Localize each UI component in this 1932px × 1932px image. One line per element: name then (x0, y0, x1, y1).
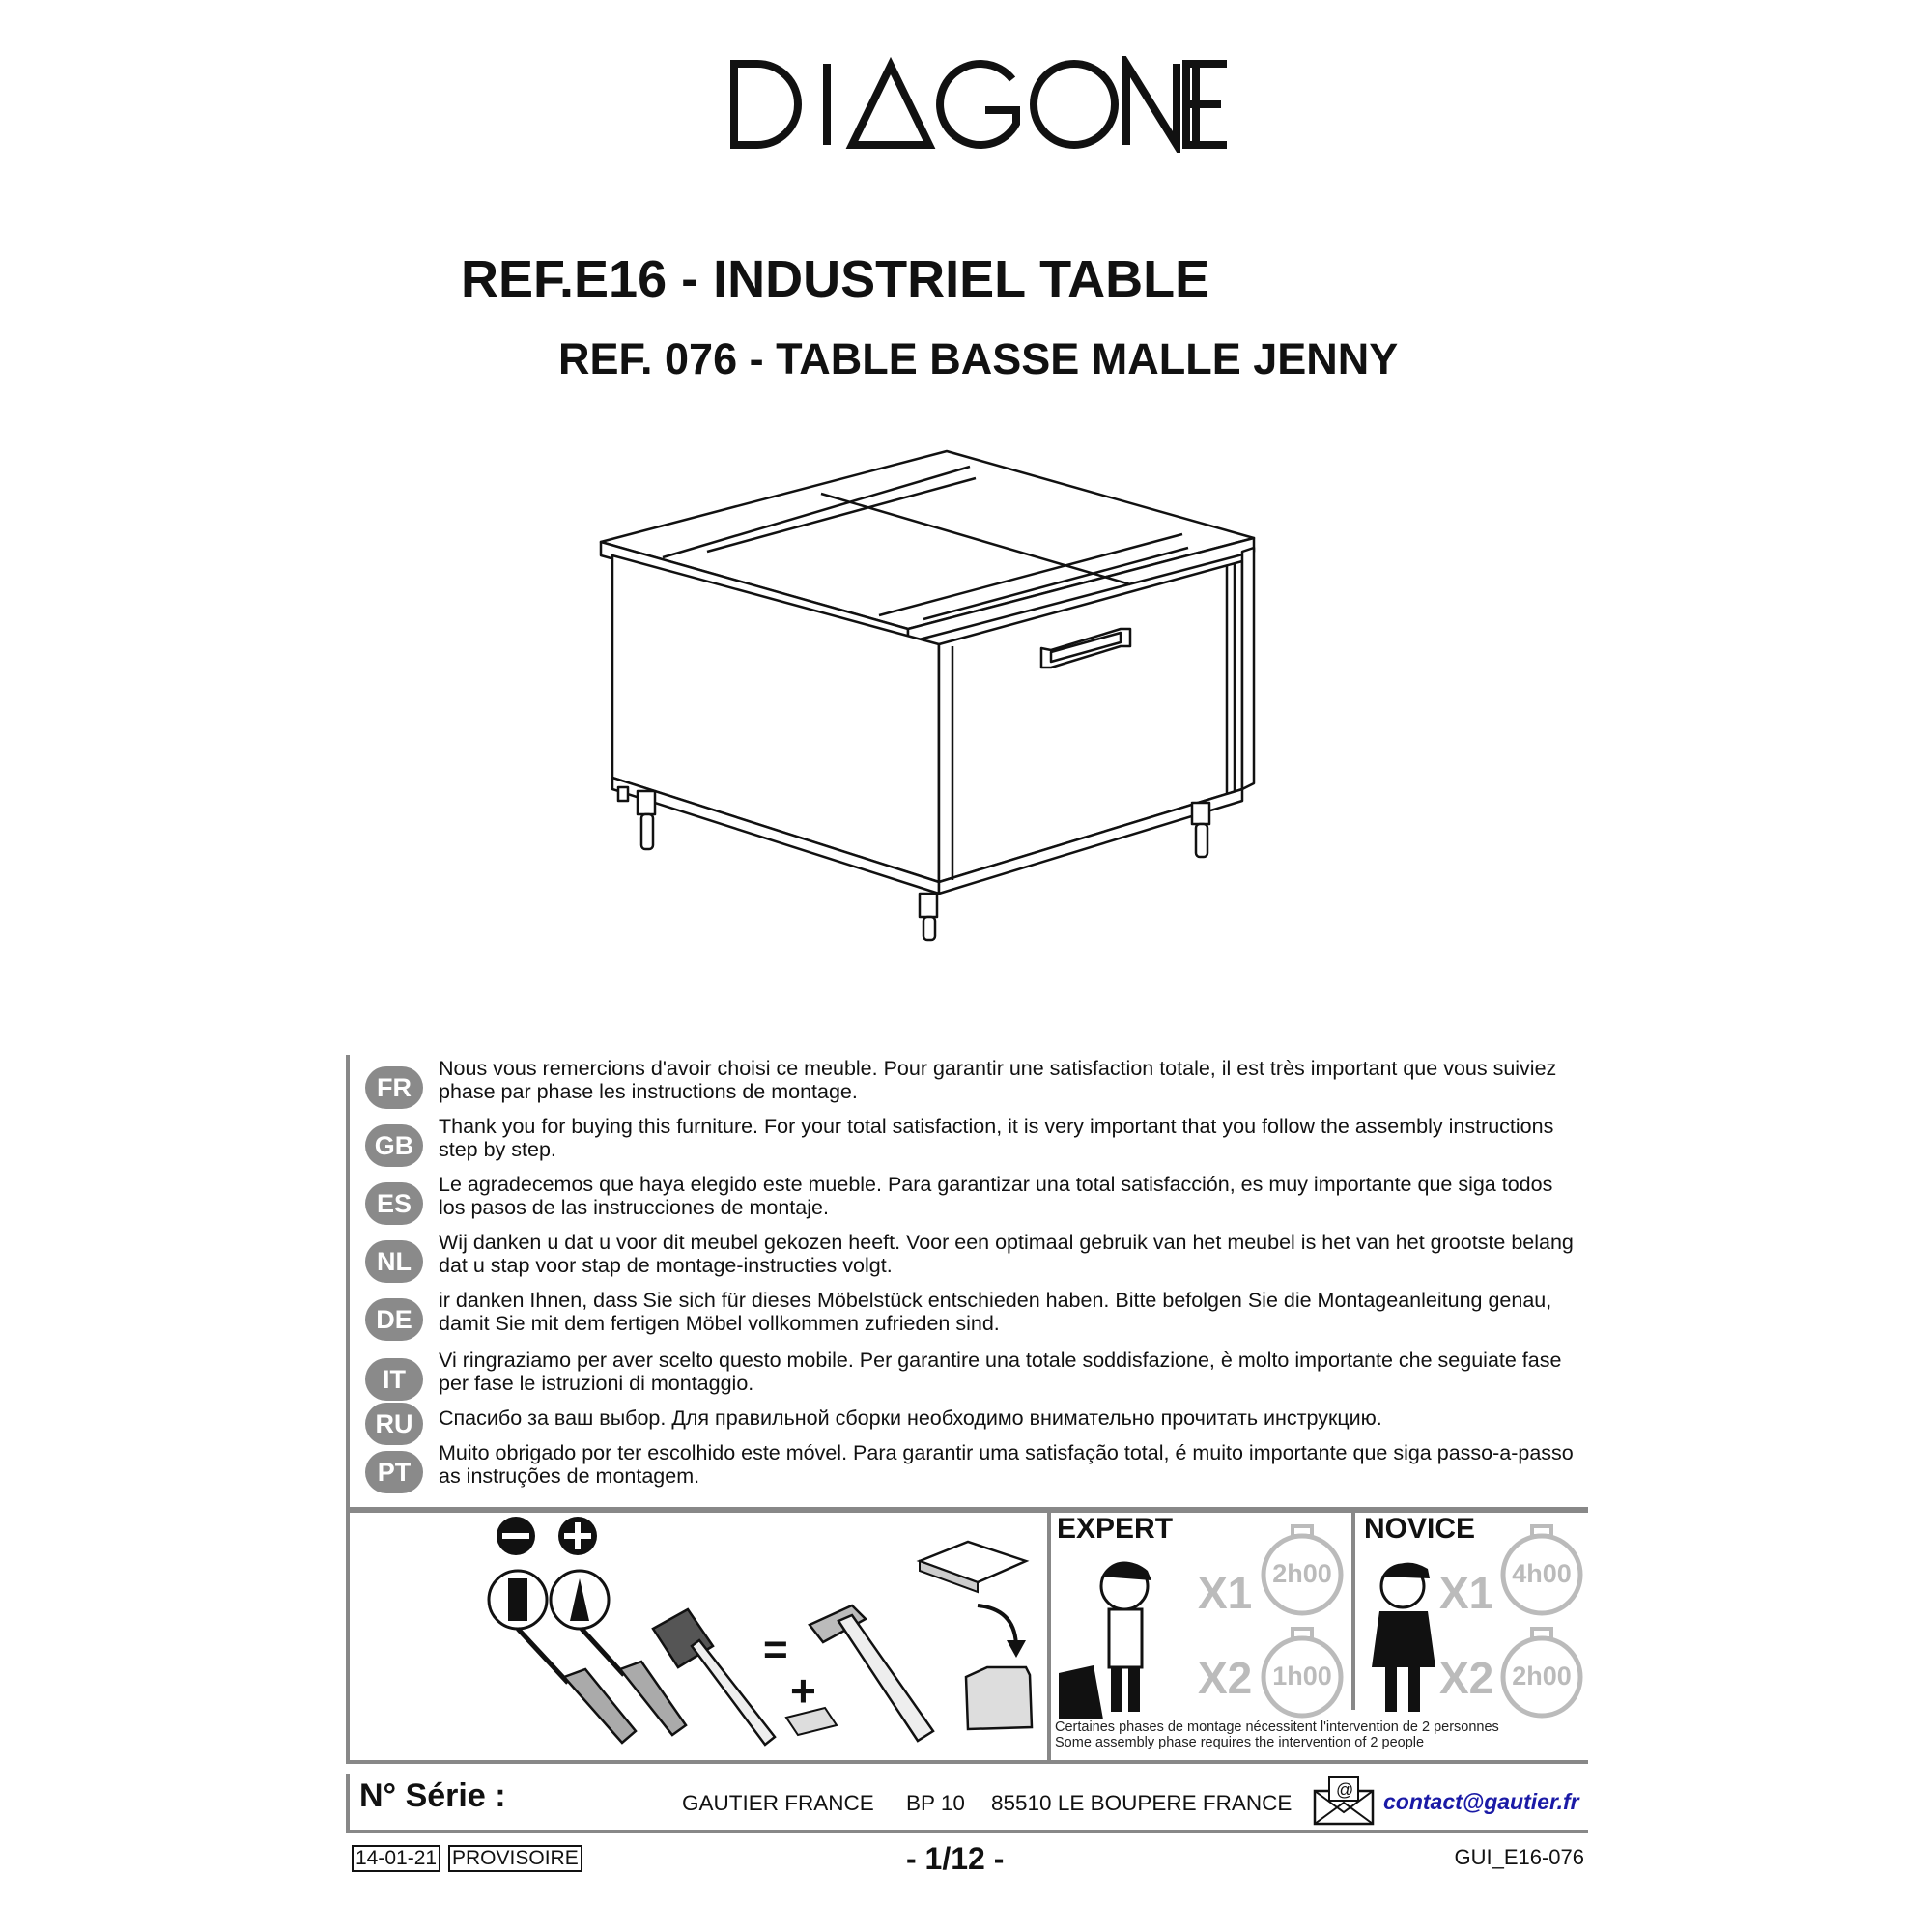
brand-logo (730, 56, 1204, 153)
title-ref-076: REF. 076 - TABLE BASSE MALLE JENNY (558, 334, 1399, 384)
document-reference: GUI_E16-076 (1454, 1845, 1584, 1869)
two-person-note (1055, 1719, 1596, 1750)
novice-time-2: 2h00 (1512, 1662, 1572, 1690)
contact-email-link[interactable]: contact@gautier.fr (1383, 1789, 1579, 1814)
plus-icon (543, 1513, 544, 1514)
document-date: 14-01-21 (352, 1845, 440, 1872)
page-number: - 1/12 - (906, 1841, 1005, 1876)
expert-x1: X1 (1198, 1568, 1253, 1618)
two-person-note-en: Some assembly phase requires the intervention of 2 people (1055, 1735, 1425, 1750)
lang-badge-gb: GB (365, 1124, 423, 1167)
expert-worker-icon (1055, 1548, 1161, 1719)
lang-badge-de: DE (365, 1298, 423, 1341)
tools-section (346, 1509, 1588, 1764)
two-person-note-fr: Certaines phases de montage nécessitent l'intervention de 2 personnes (1055, 1719, 1499, 1735)
intro-multilingual (346, 1055, 1588, 1511)
footer-contact (346, 1774, 1588, 1833)
expert-time-2: 1h00 (1272, 1662, 1332, 1690)
minus-icon (485, 1513, 486, 1514)
expert-title: EXPERT (1057, 1513, 1174, 1545)
levels-divider-2 (1351, 1513, 1355, 1710)
novice-time-1: 4h00 (1512, 1559, 1572, 1588)
brand-logo-text: DIAGONE (730, 56, 735, 57)
title-ref-e16: REF.E16 - INDUSTRIEL TABLE (461, 250, 1210, 308)
envelope-icon (1312, 1776, 1376, 1826)
tools-illustration (350, 1513, 1047, 1760)
lang-text-es: Le agradecemos que haya elegido este mueble. Para garantizar una total satisfacción, es muy importante que siga todos los pasos de las instrucciones de montaje. (439, 1173, 1553, 1219)
product-illustration (580, 440, 1275, 942)
lang-text-gb: Thank you for buying this furniture. For your total satisfaction, it is very important that you follow the assembly instructions step by step. (439, 1115, 1554, 1161)
novice-x1: X1 (1439, 1568, 1494, 1618)
document-meta (346, 1839, 1584, 1878)
document-status: PROVISOIRE (448, 1845, 582, 1872)
lang-badge-it: IT (365, 1358, 423, 1401)
serial-number-label: N° Série : (359, 1777, 506, 1814)
lang-text-de: ir danken Ihnen, dass Sie sich für dieses Möbelstück entschieden haben. Bitte befolgen Sie die Montageanleitung genau, damit Sie mit dem fertigen Möbel vollkommen zufrieden sind. (439, 1289, 1552, 1335)
lang-badge-ru: RU (365, 1403, 423, 1445)
equals-symbol: = (763, 1626, 788, 1673)
novice-x2: X2 (1439, 1653, 1494, 1703)
novice-worker-icon (1360, 1548, 1447, 1719)
envelope-at-symbol: @ (1336, 1780, 1354, 1800)
novice-title: NOVICE (1364, 1513, 1476, 1545)
lang-badge-es: ES (365, 1182, 423, 1225)
logo-letter-e (1179, 56, 1236, 153)
city-address: 85510 LE BOUPERE FRANCE (991, 1791, 1293, 1815)
plus-small-symbol: + (790, 1665, 816, 1716)
lang-text-fr: Nous vous remercions d'avoir choisi ce meuble. Pour garantir une satisfaction totale, il est très important que vous suiviez phase par phase les instructions de montage. (439, 1057, 1557, 1103)
lang-text-nl: Wij danken u dat u voor dit meubel gekozen heeft. Voor een optimaal gebruik van het meubel is het van het grootste belang dat u stap voor stap de montage-instructies volgt. (439, 1231, 1574, 1277)
lang-text-ru: Спасибо за ваш выбор. Для правильной сборки необходимо внимательно прочитать инструкцию. (439, 1406, 1382, 1430)
lang-badge-nl: NL (365, 1240, 423, 1283)
po-box: BP 10 (906, 1791, 965, 1815)
company-name: GAUTIER FRANCE (682, 1791, 874, 1815)
lang-badge-pt: PT (365, 1451, 423, 1493)
levels-divider (1047, 1513, 1051, 1760)
expert-x2: X2 (1198, 1653, 1253, 1703)
lang-badge-fr: FR (365, 1066, 423, 1109)
lang-text-pt: Muito obrigado por ter escolhido este móvel. Para garantir uma satisfação total, é muito importante que siga passo-a-passo as instruções de montagem. (439, 1441, 1574, 1488)
expert-time-1: 2h00 (1272, 1559, 1332, 1588)
lang-text-it: Vi ringraziamo per aver scelto questo mobile. Per garantire una totale soddisfazione, è molto importante che seguiate fase per fase le istruzioni di montaggio. (439, 1349, 1562, 1395)
